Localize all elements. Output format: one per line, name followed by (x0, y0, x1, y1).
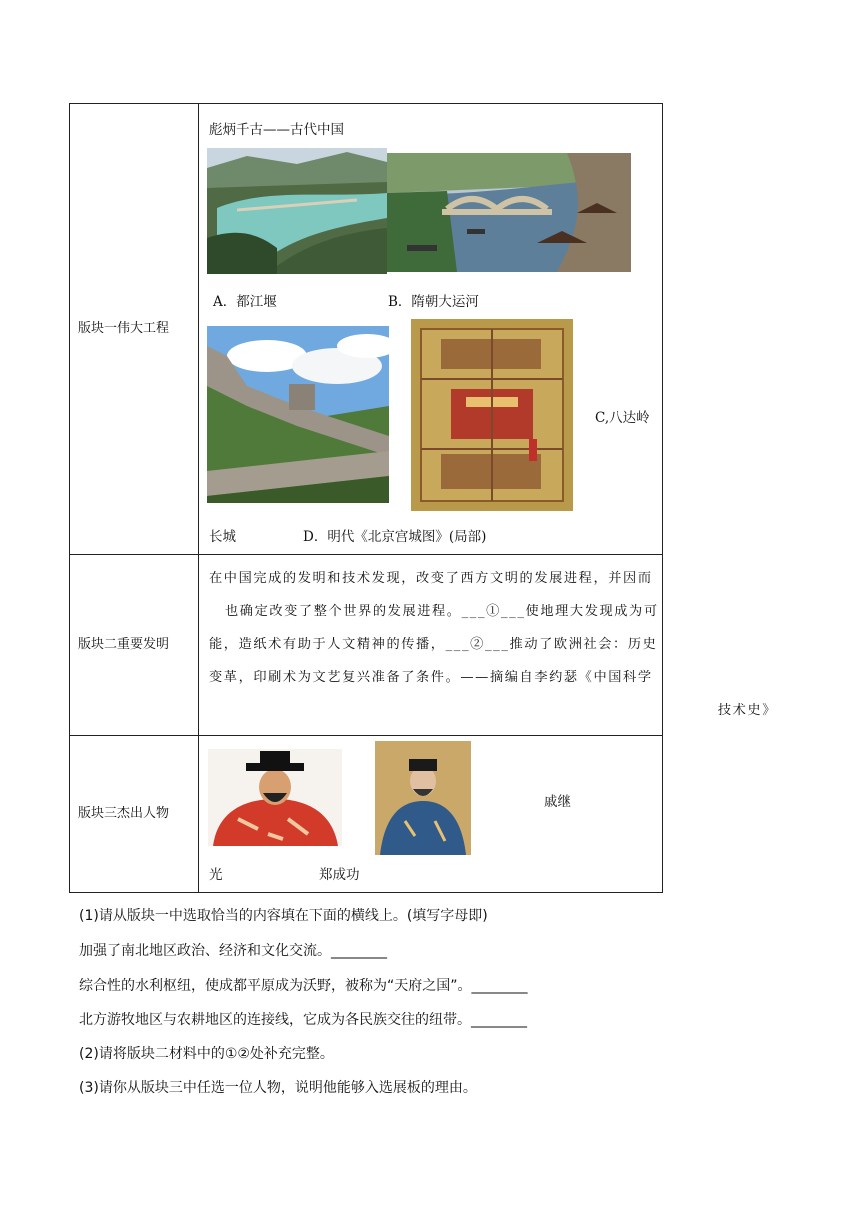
engineering-content-cell (199, 104, 663, 555)
caption-a: A．都江堰 (213, 294, 277, 310)
exhibit-table (69, 103, 777, 893)
paragraph-line: 在中国完成的发明和技术发现，改变了西方文明的发展进程，并因而 (209, 571, 653, 586)
paragraph-line: 也确定改变了整个世界的发展进程。___①___使地理大发现成为可 (225, 604, 659, 619)
question-1-blank-a: 加强了南北地区政治、经济和文化交流。________ (79, 943, 387, 959)
question-1-blank-b: 综合性的水利枢纽，使成都平原成为沃野，被称为“天府之国”。________ (79, 978, 528, 994)
dujiangyan-photo (207, 148, 387, 274)
row-label-engineering: 版块一伟大工程 (70, 104, 199, 555)
qi-jiguang-portrait (208, 749, 342, 846)
inventions-content-cell (199, 555, 777, 736)
paragraph-line: 变革，印刷术为文艺复兴准备了条件。——摘编自李约瑟《中国科学 (209, 670, 653, 685)
question-1: (1)请从版块一中选取恰当的内容填在下面的横线上。(填写字母即) (79, 908, 488, 924)
question-2: (2)请将版块二材料中的①②处补充完整。 (79, 1046, 334, 1062)
name-a-head: 戚继 (544, 794, 571, 810)
beijing-palace-map (411, 319, 573, 511)
section-heading: 彪炳千古——古代中国 (209, 122, 344, 138)
inventions-paragraph (209, 562, 781, 727)
name-b: 郑成功 (319, 867, 360, 883)
grand-canal-photo (387, 153, 631, 272)
row-label-inventions: 版块二重要发明 (70, 555, 199, 736)
figures-content-cell (199, 736, 663, 893)
caption-d: D．明代《北京宫城图》(局部) (303, 529, 487, 545)
question-3: (3)请你从版块三中任选一位人物，说明他能够入选展板的理由。 (79, 1080, 477, 1096)
name-a-tail: 光 (209, 867, 223, 883)
caption-c: C,八达岭 (595, 410, 650, 426)
caption-b: B．隋朝大运河 (388, 294, 479, 310)
question-1-blank-c: 北方游牧地区与农耕地区的连接线，它成为各民族交往的纽带。________ (79, 1012, 527, 1028)
paragraph-line: 技术史》 (717, 703, 777, 718)
caption-c-tail: 长城 (209, 529, 236, 545)
paragraph-line: 能，造纸术有助于人文精神的传播，___②___推动了欧洲社会：历史 (209, 637, 658, 652)
zheng-chenggong-portrait (375, 741, 471, 855)
row-label-figures: 版块三杰出人物 (70, 736, 199, 893)
great-wall-photo (207, 326, 389, 503)
